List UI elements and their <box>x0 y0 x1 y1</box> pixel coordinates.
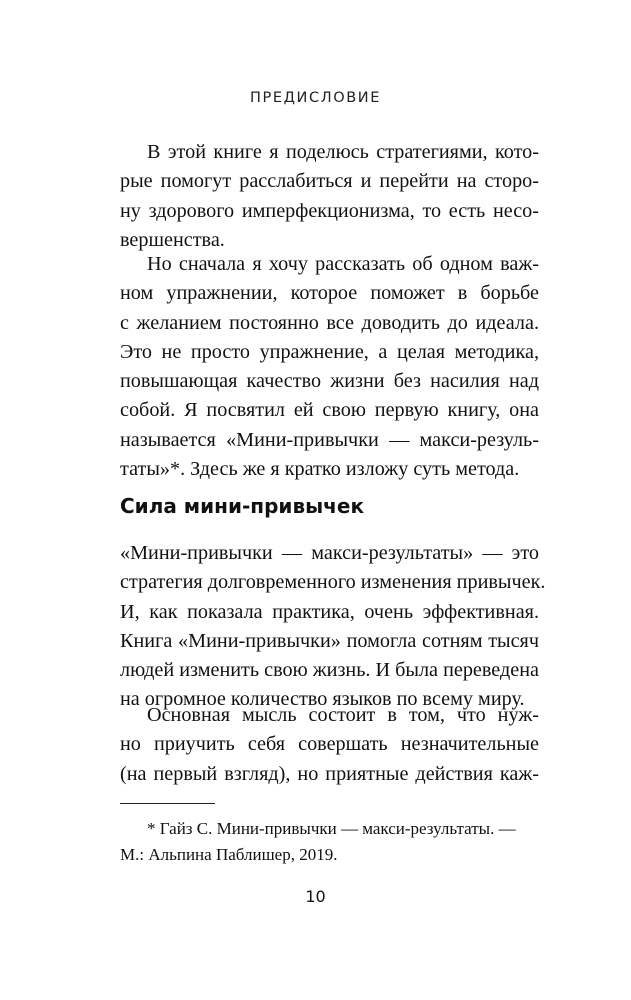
paragraph-strategies <box>120 138 539 255</box>
paragraph-line: «Мини-привычки — макси-результаты» — это <box>120 542 539 564</box>
paragraph-line: Книга «Мини-привычки» помогла сотням тысяч <box>120 629 539 652</box>
paragraph-line: В этой книге я поделюсь стратегиями, кото- <box>147 141 539 163</box>
paragraph-line: стратегия долговременного изменения привычек. <box>120 571 546 594</box>
paragraph-main-idea <box>120 701 539 789</box>
footnote-line: М.: Альпина Паблишер, 2019. <box>120 845 338 864</box>
paragraph-line: ном упражнении, которое поможет в борьбе <box>120 282 539 305</box>
paragraph-line: (на первый взгляд), но приятные действия каж- <box>120 762 539 785</box>
paragraph-line: Это не просто упражнение, а целая методика, <box>120 340 539 363</box>
page-number: 10 <box>305 887 326 906</box>
paragraph-line: Но сначала я хочу рассказать об одном важ- <box>147 253 539 275</box>
paragraph-exercise <box>120 250 539 484</box>
footnote-line: * Гайз С. Мини-привычки — макси-результаты. — <box>147 819 516 838</box>
footnote <box>120 816 539 868</box>
paragraph-line: ну здорового имперфекционизма, то есть несо- <box>120 199 539 222</box>
paragraph-line: собой. Я посвятил ей свою первую книгу, она <box>120 399 539 422</box>
paragraph-line: людей изменить свою жизнь. И была переведена <box>120 659 539 682</box>
paragraph-line: таты»*. Здесь же я кратко изложу суть метода. <box>120 458 520 481</box>
paragraph-line: на огромное количество языков по всему миру. <box>120 688 525 711</box>
paragraph-line: рые помогут расслабиться и перейти на сторо- <box>120 170 539 193</box>
paragraph-mini-habits <box>120 539 546 715</box>
paragraph-line: повышающая качество жизни без насилия над <box>120 370 539 393</box>
paragraph-line: И, как показала практика, очень эффективная. <box>120 600 539 623</box>
section-heading: Сила мини-привычек <box>120 494 365 518</box>
footnote-divider <box>120 803 215 804</box>
paragraph-line: с желанием постоянно все доводить до идеала. <box>120 311 539 334</box>
paragraph-line: вершенства. <box>120 228 225 251</box>
running-head: ПРЕДИСЛОВИЕ <box>250 90 381 106</box>
paragraph-line: но приучить себя совершать незначительные <box>120 733 539 756</box>
paragraph-line: Основная мысль состоит в том, что нуж- <box>147 704 539 726</box>
paragraph-line: называется «Мини-привычки — макси-резуль- <box>120 428 539 451</box>
